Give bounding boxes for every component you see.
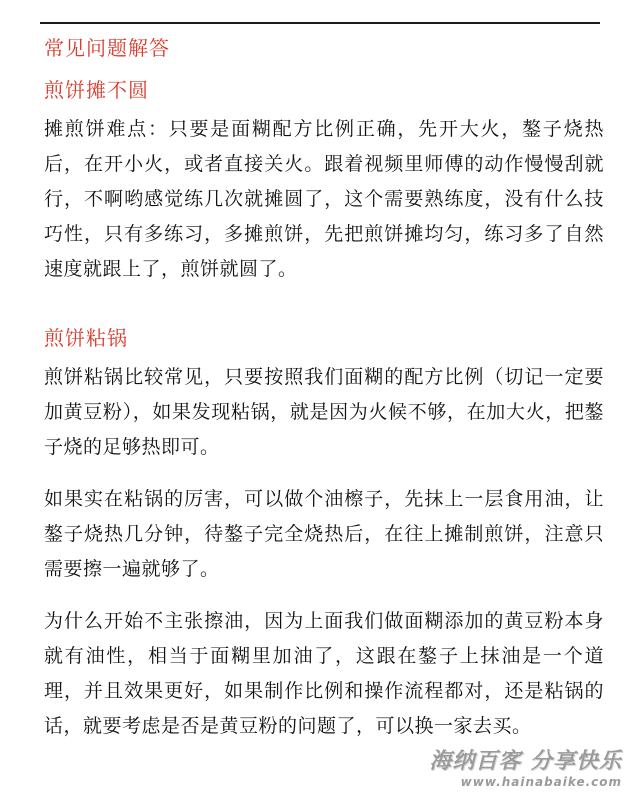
paragraph-sticking-1: 煎饼粘锅比较常见，只要按照我们面糊的配方比例（切记一定要加黄豆粉），如果发现粘锅，就是因为火候不够，在加大火，把鏊子烧的足够热即可。 (44, 366, 604, 458)
watermark-url: www.hainabaike.com (460, 775, 622, 789)
watermark (429, 744, 622, 789)
section-title: 常见问题解答 (44, 36, 170, 60)
heading-pancake-not-round: 煎饼摊不圆 (44, 78, 149, 102)
watermark-title: 海纳百客 分享快乐 (429, 749, 622, 774)
heading-pancake-sticking: 煎饼粘锅 (44, 326, 128, 350)
paragraph-pancake-not-round: 摊煎饼难点：只要是面糊配方比例正确，先开大火，鏊子烧热后，在开小火，或者直接关火。跟着视频里师傅的动作慢慢刮就行，不啊哟感觉练几次就摊圆了，这个需要熟练度，没有什么技巧性，只有多练习，多摊煎饼，先把煎饼摊均匀，练习多了自然速度就跟上了，煎饼就圆了。 (44, 118, 604, 280)
paragraph-sticking-3: 为什么开始不主张擦油，因为上面我们做面糊添加的黄豆粉本身就有油性，相当于面糊里加油了，这跟在鏊子上抹油是一个道理，并且效果更好，如果制作比例和操作流程都对，还是粘锅的话，就要考虑是否是黄豆粉的问题了，可以换一家去买。 (44, 610, 604, 737)
top-divider (40, 22, 600, 24)
paragraph-sticking-2: 如果实在粘锅的厉害，可以做个油檫子，先抹上一层食用油，让鏊子烧热几分钟，待鏊子完全烧热后，在往上摊制煎饼，注意只需要擦一遍就够了。 (44, 488, 604, 580)
